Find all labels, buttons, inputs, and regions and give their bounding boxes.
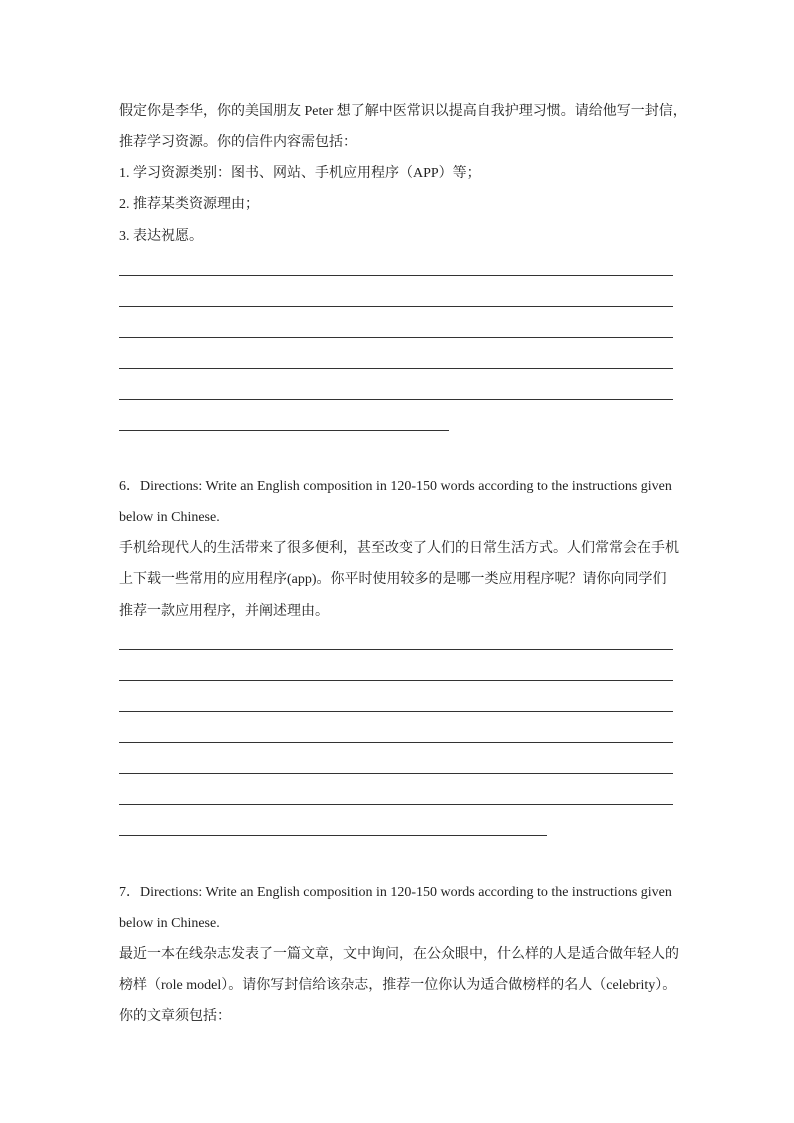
q5-answer-line-5[interactable] (119, 399, 673, 400)
q5-requirement-2: 2. 推荐某类资源理由； (119, 197, 259, 212)
q6-answer-line-1[interactable] (119, 649, 673, 650)
q6-directions-line-2: below in Chinese. (119, 510, 220, 525)
q6-prompt-line-1: 手机给现代人的生活带来了很多便利，甚至改变了人们的日常生活方式。人们常常会在手机 (119, 541, 679, 556)
q5-requirement-1: 1. 学习资源类别：图书、网站、手机应用程序（APP）等； (119, 166, 481, 181)
q5-answer-line-1[interactable] (119, 275, 673, 276)
q5-answer-line-2[interactable] (119, 306, 673, 307)
q5-answer-line-4[interactable] (119, 368, 673, 369)
q6-answer-line-5[interactable] (119, 773, 673, 774)
q6-answer-line-3[interactable] (119, 711, 673, 712)
q7-prompt-line-2: 榜样（role model）。请你写封信给该杂志，推荐一位你认为适合做榜样的名人（celebrity）。 (119, 978, 677, 993)
q6-answer-line-2[interactable] (119, 680, 673, 681)
q6-prompt-line-2: 上下载一些常用的应用程序(app)。你平时使用较多的是哪一类应用程序呢？请你向同学们 (119, 572, 667, 587)
q5-prompt-line-2: 推荐学习资源。你的信件内容需包括： (119, 135, 357, 150)
q5-answer-line-6[interactable] (119, 430, 449, 431)
q6-directions-line-1: 6．Directions: Write an English composition in 120-150 words according to the instructions given (119, 479, 672, 494)
q6-prompt-line-3: 推荐一款应用程序，并阐述理由。 (119, 604, 329, 619)
q6-answer-line-6[interactable] (119, 804, 673, 805)
q7-prompt-line-1: 最近一本在线杂志发表了一篇文章，文中询问，在公众眼中，什么样的人是适合做年轻人的 (119, 947, 679, 962)
q7-prompt-line-3: 你的文章须包括： (119, 1009, 231, 1024)
q5-requirement-3: 3. 表达祝愿。 (119, 229, 203, 244)
q5-answer-line-3[interactable] (119, 337, 673, 338)
q6-answer-line-4[interactable] (119, 742, 673, 743)
q6-answer-line-7[interactable] (119, 835, 547, 836)
q7-directions-line-2: below in Chinese. (119, 916, 220, 931)
q7-directions-line-1: 7．Directions: Write an English composition in 120-150 words according to the instructions given (119, 885, 672, 900)
q5-prompt-line-1: 假定你是李华，你的美国朋友 Peter 想了解中医常识以提高自我护理习惯。请给他写一封信， (119, 104, 687, 119)
